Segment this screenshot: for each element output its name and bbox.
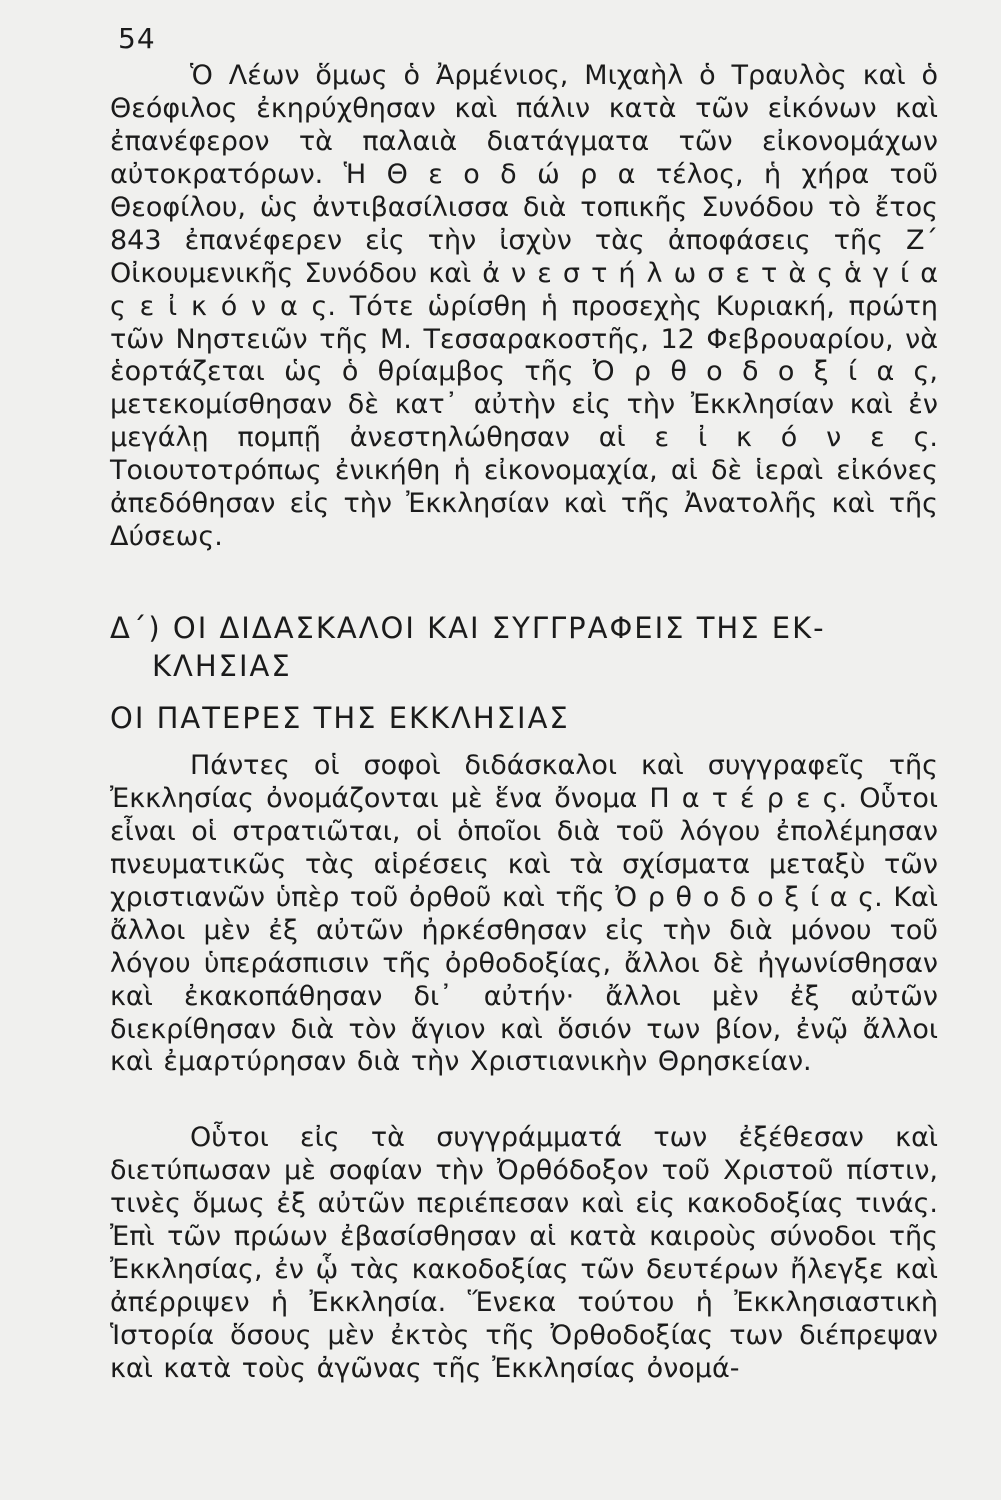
paragraph-text: Πάντες οἱ σοφοὶ διδάσκαλοι καὶ συγγραφεῖς τῆς Ἐκκλησίας ὀνομάζονται μὲ ἕνα ὄνομα Π α τ έ ρ ε ς. Οὗτοι εἶναι οἱ στρατιῶται, οἱ ὁποῖοι διὰ τοῦ λόγου ἐπολέμησαν πνευματικῶς τὰς αἱρέσεις καὶ τὰ σχίσματα μεταξὺ τῶν χριστιανῶν ὑπὲρ τοῦ ὀρθοῦ καὶ τῆς Ὀ ρ θ ο δ ο ξ ί α ς. Καὶ ἄλλοι μὲν ἐξ αὐτῶν ἠρκέσθησαν εἰς τὴν διὰ μόνου τοῦ λόγου ὑπεράσπισιν τῆς ὀρθοδοξίας, ἄλλοι δὲ ἠγωνίσθησαν καὶ ἐκακοπάθησαν δι᾿ αὐτήν· ἄλλοι μὲν ἐξ αὐτῶν διεκρίθησαν διὰ τὸν ἅγιον καὶ ὅσιόν των βίον, ἐνῷ ἄλλοι καὶ ἐμαρτύρησαν διὰ τὴν Χριστιανικὴν Θρησκείαν. (110, 750, 938, 1078)
paragraph-text: Ὁ Λέων ὅμως ὁ Ἀρμένιος, Μιχαὴλ ὁ Τραυλὸς καὶ ὁ Θεόφιλος ἐκηρύχθησαν καὶ πάλιν κατὰ τῶν εἰκόνων καὶ ἐπανέφερον τὰ παλαιὰ διατάγματα τῶν εἰκονομάχων αὐτοκρατόρων. Ἡ Θ ε ο δ ώ ρ α τέλος, ἡ χήρα τοῦ Θεοφίλου, ὡς ἀντιβασίλισσα διὰ τοπικῆς Συνόδου τὸ ἔτος 843 ἐπανέφερεν εἰς τὴν ἰσχὺν τὰς ἀποφάσεις τῆς Ζ΄ Οἰκουμενικῆς Συνόδου καὶ ἀ ν ε σ τ ή λ ω σ ε τ ὰ ς ἁ γ ί α ς ε ἰ κ ό ν α ς. Τότε ὡρίσθη ἡ προσεχὴς Κυριακή, πρώτη τῶν Νηστειῶν τῆς Μ. Τεσσαρακοστῆς, 12 Φεβρουαρίου, νὰ ἑορτάζεται ὡς ὁ θρίαμβος τῆς Ὀ ρ θ ο δ ο ξ ί α ς, μετεκομίσθησαν δὲ κατ᾿ αὐτὴν εἰς τὴν Ἐκκλησίαν καὶ ἐν μεγάλῃ πομπῇ ἀνεστηλώθησαν αἱ ε ἰ κ ό ν ε ς. Τοιουτοτρόπως ἐνικήθη ἡ εἰκονομαχία, αἱ δὲ ἱεραὶ εἰκόνες ἀπεδόθησαν εἰς τὴν Ἐκκλησίαν καὶ τῆς Ἀνατολῆς καὶ τῆς Δύσεως. (110, 60, 938, 553)
section-heading-line: Δ΄) ΟΙ ΔΙΔΑΣΚΑΛΟΙ ΚΑΙ ΣΥΓΓΡΑΦΕΙΣ ΤΗΣ ΕΚ- (110, 611, 826, 645)
body-paragraph (110, 750, 938, 1079)
page-number: 54 (118, 22, 156, 55)
subsection-heading: ΟΙ ΠΑΤΕΡΕΣ ΤΗΣ ΕΚΚΛΗΣΙΑΣ (110, 701, 570, 735)
section-heading (110, 610, 938, 685)
paragraph-text: Οὗτοι εἰς τὰ συγγράμματά των ἐξέθεσαν καὶ διετύπωσαν μὲ σοφίαν τὴν Ὀρθόδοξον τοῦ Χριστοῦ πίστιν, τινὲς ὅμως ἐξ αὐτῶν περιέπεσαν καὶ εἰς κακοδοξίας τινάς. Ἐπὶ τῶν πρώων ἐβασίσθησαν αἱ κατὰ καιροὺς σύνοδοι τῆς Ἐκκλησίας, ἐν ᾧ τὰς κακοδοξίας τῶν δευτέρων ἤλεγξε καὶ ἀπέρριψεν ἡ Ἐκκλησία. Ἕνεκα τούτου ἡ Ἐκκλησιαστικὴ Ἱστορία ὅσους μὲν ἐκτὸς τῆς Ὀρθοδοξίας των διέπρεψαν καὶ κατὰ τοὺς ἀγῶνας τῆς Ἐκκλησίας ὀνομά- (110, 1122, 938, 1384)
body-paragraph (110, 60, 938, 554)
body-paragraph (110, 1122, 938, 1386)
section-heading-line: ΚΛΗΣΙΑΣ (152, 648, 292, 683)
